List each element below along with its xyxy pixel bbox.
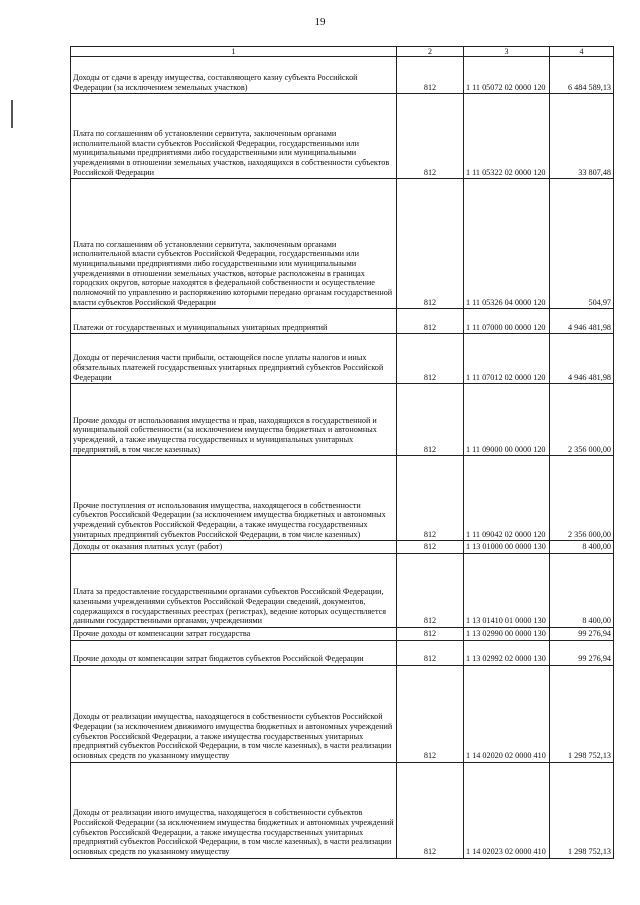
row-name-cell: Прочие доходы от использования имущества и прав, находящихся в государственной и муниципальной собственности (за исключением имущества бюджетных и автономных учреждений, а также имущества государственных и муниципальных унитарных предприятий, в том числе казенных): [71, 384, 397, 456]
table-header-row: [71, 47, 614, 57]
row-budget-code-cell: 1 11 09000 00 0000 120: [464, 384, 550, 456]
table-row: [71, 94, 614, 179]
row-budget-code-cell: 1 11 07000 00 0000 120: [464, 309, 550, 334]
row-name-cell: Доходы от реализации иного имущества, находящегося в собственности субъектов Российской Федерации (за исключением имущества бюджетных и автономных учреждений субъектов Российской Федерации, а также имущества государственных унитарных предприятий субъектов Российской Федерации, в том числе казенных), в части реализации основных средств по указанному имуществу: [71, 762, 397, 858]
row-admin-code-cell: 812: [397, 94, 464, 179]
table-row: [71, 309, 614, 334]
row-name-cell: Доходы от оказания платных услуг (работ): [71, 541, 397, 554]
table-row: [71, 554, 614, 628]
revenue-table: [70, 46, 614, 859]
row-budget-code-cell: 1 11 05072 02 0000 120: [464, 57, 550, 94]
row-budget-code-cell: 1 11 05322 02 0000 120: [464, 94, 550, 179]
row-name-cell: Прочие доходы от компенсации затрат государства: [71, 628, 397, 641]
row-budget-code-cell: 1 14 02023 02 0000 410: [464, 762, 550, 858]
row-admin-code-cell: 812: [397, 665, 464, 762]
row-admin-code-cell: 812: [397, 456, 464, 541]
row-name-cell: Доходы от реализации имущества, находящегося в собственности субъектов Российской Федерации (за исключением движимого имущества бюджетных и автономных учреждений субъектов Российской Федерации, а также имущества государственных унитарных предприятий субъектов Российской Федерации, в том числе казенных), в части реализации основных средств по указанному имуществу: [71, 665, 397, 762]
row-amount-cell: 4 946 481,98: [550, 334, 614, 384]
table-row: [71, 665, 614, 762]
row-amount-cell: 6 484 589,13: [550, 57, 614, 94]
table-row: [71, 384, 614, 456]
row-name-cell: Доходы от сдачи в аренду имущества, составляющего казну субъекта Российской Федерации (за исключением земельных участков): [71, 57, 397, 94]
table-row: [71, 334, 614, 384]
row-amount-cell: 2 356 000,00: [550, 384, 614, 456]
row-amount-cell: 2 356 000,00: [550, 456, 614, 541]
row-admin-code-cell: 812: [397, 554, 464, 628]
table-row: [71, 541, 614, 554]
row-budget-code-cell: 1 11 07012 02 0000 120: [464, 334, 550, 384]
column-header-amount: 4: [550, 47, 614, 57]
row-admin-code-cell: 812: [397, 541, 464, 554]
row-amount-cell: 99 276,94: [550, 628, 614, 641]
row-budget-code-cell: 1 13 02990 00 0000 130: [464, 628, 550, 641]
margin-mark: [11, 100, 13, 128]
column-header-admin: 2: [397, 47, 464, 57]
row-admin-code-cell: 812: [397, 762, 464, 858]
row-name-cell: Платежи от государственных и муниципальных унитарных предприятий: [71, 309, 397, 334]
row-amount-cell: 33 807,48: [550, 94, 614, 179]
row-amount-cell: 4 946 481,98: [550, 309, 614, 334]
row-admin-code-cell: 812: [397, 628, 464, 641]
row-name-cell: Плата по соглашениям об установлении сервитута, заключенным органами исполнительной власти субъектов Российской Федерации, государственными или муниципальными предприятиями либо государственными или муниципальными учреждениями в отношении земельных участков, которые расположены в границах городских округов, которые находятся в федеральной собственности и осуществление полномочий по управлению и распоряжению которыми передано органам государственной власти субъектов Российской Федерации: [71, 179, 397, 309]
table-row: [71, 456, 614, 541]
table-row: [71, 640, 614, 665]
row-admin-code-cell: 812: [397, 334, 464, 384]
column-header-code: 3: [464, 47, 550, 57]
row-name-cell: Доходы от перечисления части прибыли, остающейся после уплаты налогов и иных обязательных платежей государственных унитарных предприятий субъектов Российской Федерации: [71, 334, 397, 384]
row-amount-cell: 99 276,94: [550, 640, 614, 665]
row-budget-code-cell: 1 11 05326 04 0000 120: [464, 179, 550, 309]
table-row: [71, 628, 614, 641]
row-name-cell: Прочие поступления от использования имущества, находящегося в собственности субъектов Российской Федерации (за исключением имущества бюджетных и автономных учреждений субъектов Российской Федерации, а также имущества государственных унитарных предприятий субъектов Российской Федерации, в том числе казенных): [71, 456, 397, 541]
row-admin-code-cell: 812: [397, 384, 464, 456]
row-admin-code-cell: 812: [397, 179, 464, 309]
row-budget-code-cell: 1 11 09042 02 0000 120: [464, 456, 550, 541]
row-name-cell: Прочие доходы от компенсации затрат бюджетов субъектов Российской Федерации: [71, 640, 397, 665]
row-budget-code-cell: 1 13 02992 02 0000 130: [464, 640, 550, 665]
row-admin-code-cell: 812: [397, 57, 464, 94]
row-amount-cell: 1 298 752,13: [550, 762, 614, 858]
row-amount-cell: 8 400,00: [550, 554, 614, 628]
table-row: [71, 179, 614, 309]
page-number: 19: [314, 16, 326, 28]
row-amount-cell: 504,97: [550, 179, 614, 309]
row-budget-code-cell: 1 13 01410 01 0000 130: [464, 554, 550, 628]
row-budget-code-cell: 1 14 02020 02 0000 410: [464, 665, 550, 762]
table-body: [71, 57, 614, 858]
column-header-name: 1: [71, 47, 397, 57]
table-row: [71, 762, 614, 858]
row-amount-cell: 1 298 752,13: [550, 665, 614, 762]
row-name-cell: Плата за предоставление государственными органами субъектов Российской Федерации, казенными учреждениями субъектов Российской Федерации сведений, документов, содержащихся в государственных реестрах (регистрах), ведение которых осуществляется данными государственными органами, учреждениями: [71, 554, 397, 628]
row-admin-code-cell: 812: [397, 309, 464, 334]
row-budget-code-cell: 1 13 01000 00 0000 130: [464, 541, 550, 554]
row-name-cell: Плата по соглашениям об установлении сервитута, заключенным органами исполнительной власти субъектов Российской Федерации, государственными или муниципальными предприятиями либо государственными или муниципальными учреждениями в отношении земельных участков, находящихся в собственности субъектов Российской Федерации: [71, 94, 397, 179]
row-amount-cell: 8 400,00: [550, 541, 614, 554]
table-row: [71, 57, 614, 94]
row-admin-code-cell: 812: [397, 640, 464, 665]
